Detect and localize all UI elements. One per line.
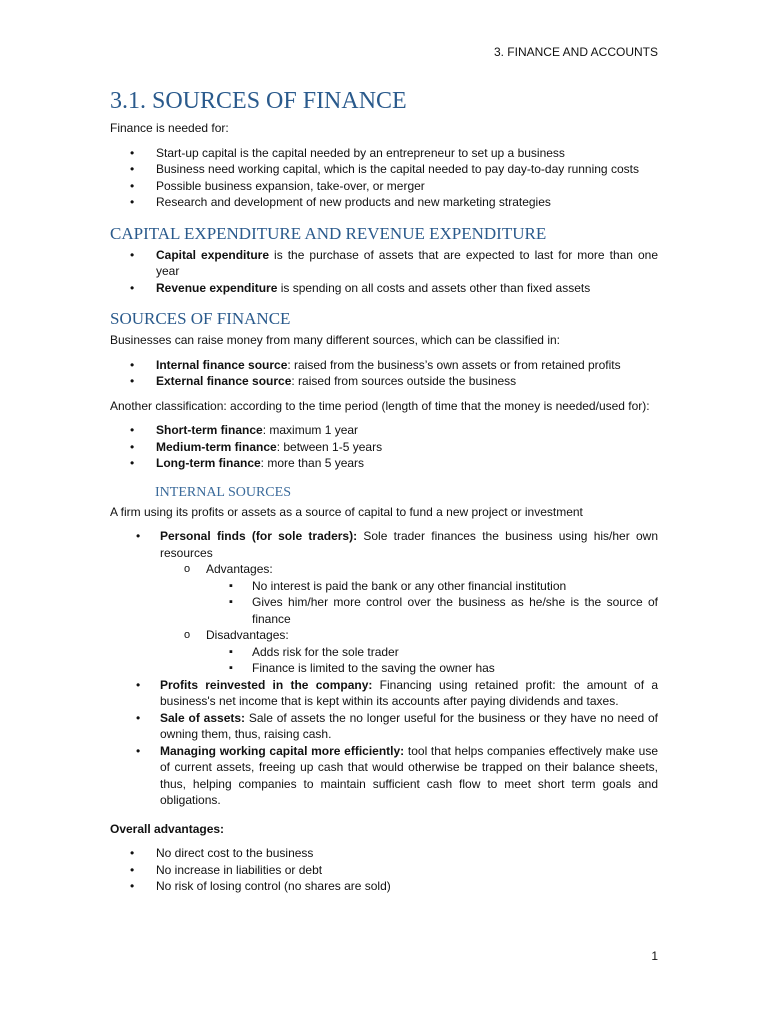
- list-item: • Sale of assets: Sale of assets the no longer useful for the business or they have no need of owning them, thus, raising cash.: [110, 710, 658, 743]
- page-title: 3.1. SOURCES OF FINANCE: [110, 88, 407, 114]
- list-item: • No increase in liabilities or debt: [110, 862, 658, 879]
- list-item: • Capital expenditure is the purchase of assets that are expected to last for more than one year: [110, 247, 658, 280]
- list-item: • Internal finance source: raised from the business’s own assets or from retained profits: [110, 357, 658, 374]
- personal-sublist: [110, 627, 658, 644]
- internal-intro: A firm using its profits or assets as a source of capital to fund a new project or investment: [110, 504, 583, 519]
- classification-text: Another classification: according to the time period (length of time that the money is needed/used for):: [110, 398, 650, 413]
- page-content: [110, 86, 658, 895]
- term: Medium-term finance: [156, 439, 277, 454]
- internal-other-list: [110, 677, 658, 809]
- list-item: • Start-up capital is the capital needed by an entrepreneur to set up a business: [110, 145, 658, 162]
- needs-list: [110, 145, 658, 211]
- intro-text: Finance is needed for:: [110, 121, 229, 135]
- term: Long-term finance: [156, 456, 261, 470]
- list-item: • Business need working capital, which is the capital needed to pay day-to-day running costs: [110, 161, 658, 178]
- list-item: • Profits reinvested in the company: Financing using retained profit: the amount of a business's net income that is kept within its accounts after paying dividends and taxes.: [110, 677, 658, 710]
- term: Personal finds (for sole traders):: [160, 529, 358, 543]
- term: Short-term finance: [156, 423, 263, 437]
- list-item: ▪ No interest is paid the bank or any other financial institution: [110, 578, 658, 595]
- page-number: 1: [651, 949, 658, 963]
- sources-heading: SOURCES OF FINANCE: [110, 309, 291, 328]
- internal-list: [110, 528, 658, 561]
- list-item: • Research and development of new products and new marketing strategies: [110, 194, 658, 211]
- disadvantages-list: [110, 644, 658, 677]
- overall-label: Overall advantages:: [110, 821, 225, 836]
- periods-list: [110, 422, 658, 472]
- list-item: • Long-term finance: more than 5 years: [110, 455, 658, 472]
- capex-list: [110, 247, 658, 297]
- internal-heading: INTERNAL SOURCES: [155, 484, 291, 500]
- list-item: ▪ Gives him/her more control over the business as he/she is the source of finance: [110, 594, 658, 627]
- sources-intro: Businesses can raise money from many different sources, which can be classified in:: [110, 333, 560, 347]
- list-item: • Revenue expenditure is spending on all costs and assets other than fixed assets: [110, 280, 658, 297]
- list-item: • Possible business expansion, take-over, or merger: [110, 178, 658, 195]
- term: Revenue expenditure: [156, 280, 278, 295]
- term: Capital expenditure: [156, 247, 270, 262]
- list-item: • Medium-term finance: between 1-5 years: [110, 439, 658, 456]
- term: Profits reinvested in the company:: [160, 677, 373, 692]
- personal-sublist: [110, 561, 658, 578]
- list-item: o Disadvantages:: [110, 627, 658, 644]
- capex-heading: CAPITAL EXPENDITURE AND REVENUE EXPENDITURE: [110, 223, 547, 243]
- list-item: • Short-term finance: maximum 1 year: [110, 422, 658, 439]
- list-item: o Advantages:: [110, 561, 658, 578]
- list-item: • External finance source: raised from sources outside the business: [110, 373, 658, 390]
- sources-list: [110, 357, 658, 390]
- list-item: ▪ Adds risk for the sole trader: [110, 644, 658, 661]
- running-header: 3. FINANCE AND ACCOUNTS: [493, 45, 658, 59]
- advantages-list: [110, 578, 658, 628]
- term: Internal finance source: [156, 357, 288, 372]
- overall-list: [110, 845, 658, 895]
- list-item: • Personal finds (for sole traders): Sole trader finances the business using his/her own resources: [110, 528, 658, 561]
- list-item: • No risk of losing control (no shares are sold): [110, 878, 658, 895]
- list-item: ▪ Finance is limited to the saving the owner has: [110, 660, 658, 677]
- list-item: • No direct cost to the business: [110, 845, 658, 862]
- list-item: • Managing working capital more efficiently: tool that helps companies effectively make use of current assets, freeing up cash that would otherwise be trapped on their balance sheets, thus, helping companies to maintain sufficient cash flow to meet short term goals and obligations.: [110, 743, 658, 809]
- term: Managing working capital more efficiently:: [160, 743, 405, 758]
- term: Sale of assets:: [160, 710, 246, 725]
- term: External finance source: [156, 374, 292, 388]
